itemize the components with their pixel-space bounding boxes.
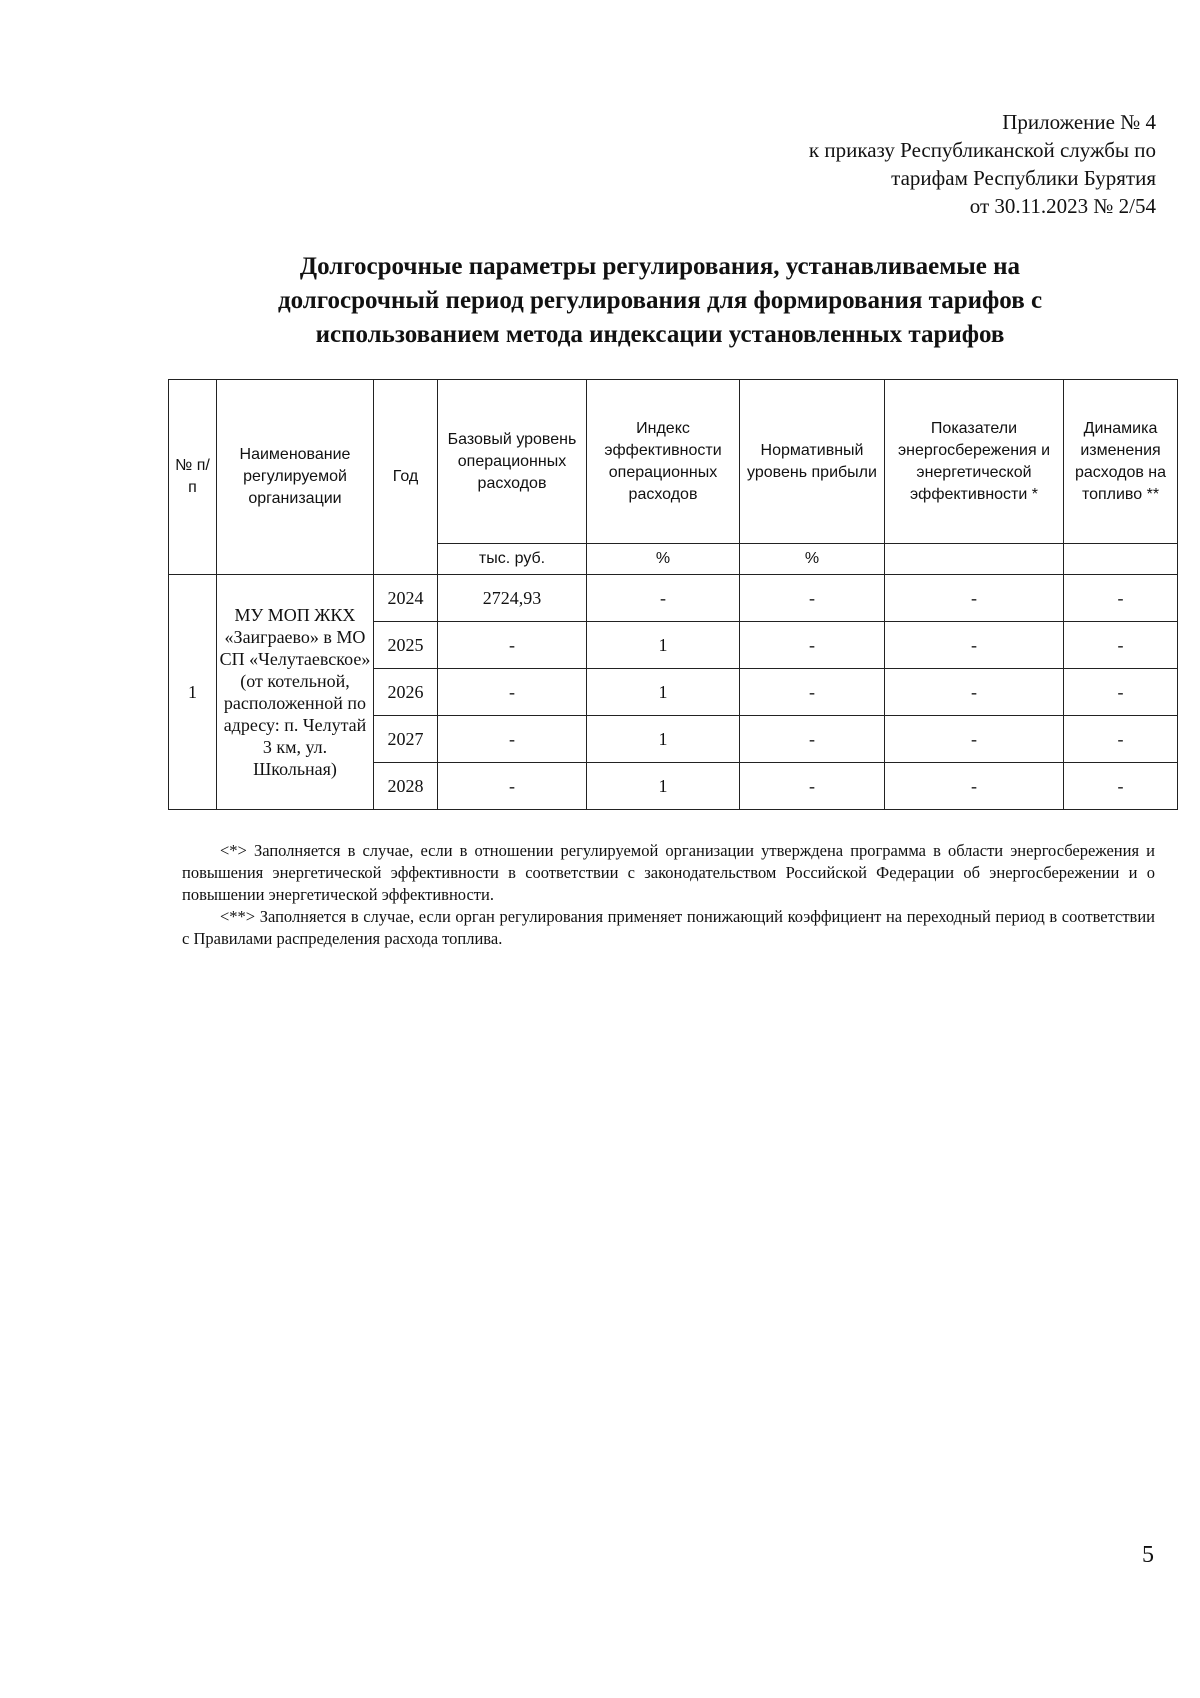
header-fuel-dynamics: Динамика изменения расходов на топливо ** bbox=[1064, 380, 1178, 544]
organization-name: МУ МОП ЖКХ «Заиграево» в МО СП «Челутаевское» (от котельной, расположенной по адресу: п. Челутай 3 км, ул. Школьная) bbox=[217, 575, 374, 810]
appendix-header bbox=[809, 108, 1156, 220]
appendix-order-line1: к приказу Республиканской службы по bbox=[808, 138, 1156, 162]
appendix-number: Приложение № 4 bbox=[1002, 110, 1156, 134]
cell-normative-profit: - bbox=[740, 622, 885, 669]
cell-efficiency-index: 1 bbox=[587, 763, 740, 810]
footnotes bbox=[182, 840, 1155, 950]
header-year: Год bbox=[374, 380, 438, 575]
cell-year: 2025 bbox=[374, 622, 438, 669]
cell-normative-profit: - bbox=[740, 575, 885, 622]
unit-energy-indicators bbox=[885, 544, 1064, 575]
cell-year: 2028 bbox=[374, 763, 438, 810]
cell-fuel-dynamics: - bbox=[1064, 669, 1178, 716]
cell-fuel-dynamics: - bbox=[1064, 622, 1178, 669]
header-num: № п/п bbox=[169, 380, 217, 575]
table-row bbox=[169, 575, 1178, 622]
cell-energy-indicators: - bbox=[885, 763, 1064, 810]
cell-energy-indicators: - bbox=[885, 622, 1064, 669]
cell-energy-indicators: - bbox=[885, 716, 1064, 763]
cell-efficiency-index: - bbox=[587, 575, 740, 622]
cell-normative-profit: - bbox=[740, 716, 885, 763]
cell-base-level: - bbox=[438, 716, 587, 763]
unit-base-level: тыс. руб. bbox=[438, 544, 587, 575]
cell-energy-indicators: - bbox=[885, 575, 1064, 622]
cell-fuel-dynamics: - bbox=[1064, 575, 1178, 622]
cell-normative-profit: - bbox=[740, 763, 885, 810]
cell-year: 2026 bbox=[374, 669, 438, 716]
header-efficiency-index: Индекс эффективности операционных расходов bbox=[587, 380, 740, 544]
footnote-energy: <*> Заполняется в случае, если в отношении регулируемой организации утверждена программа в области энергосбережения и повышения энергетической эффективности в соответствии с законодательством Российской Федерации об энергосбережении и о повышении энергетической эффективности. bbox=[182, 841, 1155, 904]
cell-energy-indicators: - bbox=[885, 669, 1064, 716]
cell-base-level: - bbox=[438, 763, 587, 810]
cell-fuel-dynamics: - bbox=[1064, 716, 1178, 763]
header-energy-indicators: Показатели энергосбережения и энергетической эффективности * bbox=[885, 380, 1064, 544]
unit-normative-profit: % bbox=[740, 544, 885, 575]
parameters-table bbox=[168, 379, 1178, 810]
cell-base-level: - bbox=[438, 622, 587, 669]
cell-base-level: 2724,93 bbox=[438, 575, 587, 622]
header-organization: Наименование регулируемой организации bbox=[217, 380, 374, 575]
unit-efficiency-index: % bbox=[587, 544, 740, 575]
title-line-2: долгосрочный период регулирования для формирования тарифов с bbox=[277, 287, 1043, 314]
cell-normative-profit: - bbox=[740, 669, 885, 716]
cell-year: 2027 bbox=[374, 716, 438, 763]
header-normative-profit: Нормативный уровень прибыли bbox=[740, 380, 885, 544]
cell-base-level: - bbox=[438, 669, 587, 716]
page-number: 5 bbox=[1142, 1542, 1154, 1568]
title-line-3: использованием метода индексации установленных тарифов bbox=[315, 321, 1005, 348]
document-title bbox=[180, 250, 1140, 352]
row-number: 1 bbox=[169, 575, 217, 810]
table-header-row bbox=[169, 380, 1178, 544]
footnote-fuel: <**> Заполняется в случае, если орган регулирования применяет понижающий коэффициент на переходный период в соответствии с Правилами распределения расхода топлива. bbox=[182, 907, 1155, 948]
cell-efficiency-index: 1 bbox=[587, 622, 740, 669]
unit-fuel-dynamics bbox=[1064, 544, 1178, 575]
cell-fuel-dynamics: - bbox=[1064, 763, 1178, 810]
cell-year: 2024 bbox=[374, 575, 438, 622]
cell-efficiency-index: 1 bbox=[587, 716, 740, 763]
appendix-order-date: от 30.11.2023 № 2/54 bbox=[969, 194, 1156, 218]
cell-efficiency-index: 1 bbox=[587, 669, 740, 716]
appendix-order-line2: тарифам Республики Бурятия bbox=[891, 166, 1156, 190]
title-line-1: Долгосрочные параметры регулирования, устанавливаемые на bbox=[299, 253, 1021, 280]
header-base-level: Базовый уровень операционных расходов bbox=[438, 380, 587, 544]
